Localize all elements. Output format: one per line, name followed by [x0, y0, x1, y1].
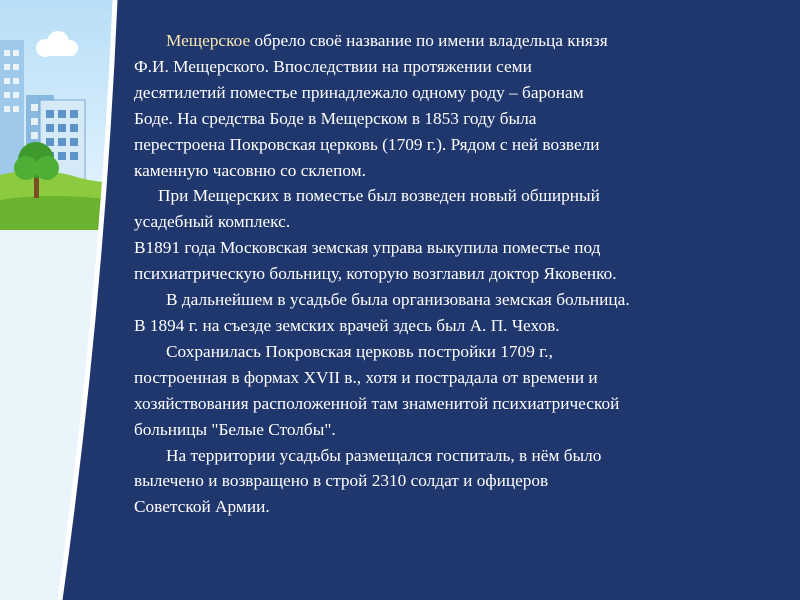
text-line: хозяйствования расположенной там знаменитой психиатрической [134, 393, 620, 413]
text-line: десятилетий поместье принадлежало одному роду – баронам [134, 82, 584, 102]
text-line: построенная в формах XVII в., хотя и пострадала от времени и [134, 367, 598, 387]
text-line: В 1894 г. на съезде земских врачей здесь был А. П. Чехов. [134, 315, 560, 335]
text-line: В1891 года Московская земская управа выкупила поместье под [134, 238, 601, 258]
text-line: психиатрическую больницу, которую возглавил доктор Яковенко. [134, 264, 617, 284]
highlighted-word: Мещерское [166, 31, 251, 50]
text-line: Боде. На средства Боде в Мещерском в 1853 году была [134, 108, 537, 128]
text-line: больницы "Белые Столбы". [134, 419, 336, 439]
text-line: При Мещерских в поместье был возведен новый обширный [158, 186, 600, 206]
text-line: вылечено и возвращено в строй 2310 солдат и офицеров [134, 471, 549, 491]
text-line: Ф.И. Мещерского. Впоследствии на протяжении семи [134, 56, 532, 76]
body-text [134, 28, 774, 520]
text-line: усадебный комплекс. [134, 212, 291, 232]
text-line: В дальнейшем в усадьбе была организована земская больница. [166, 290, 630, 310]
text-line: Мещерское обрело своё название по имени владельца князя [166, 31, 608, 50]
text-line: Советской Армии. [134, 497, 270, 517]
text-line: перестроена Покровская церковь (1709 г.). Рядом с ней возвели [134, 134, 600, 154]
text-line: На территории усадьбы размещался госпиталь, в нём было [166, 445, 602, 465]
text-line: каменную часовню со склепом. [134, 160, 366, 180]
text-line: Сохранилась Покровская церковь постройки 1709 г., [166, 341, 553, 361]
